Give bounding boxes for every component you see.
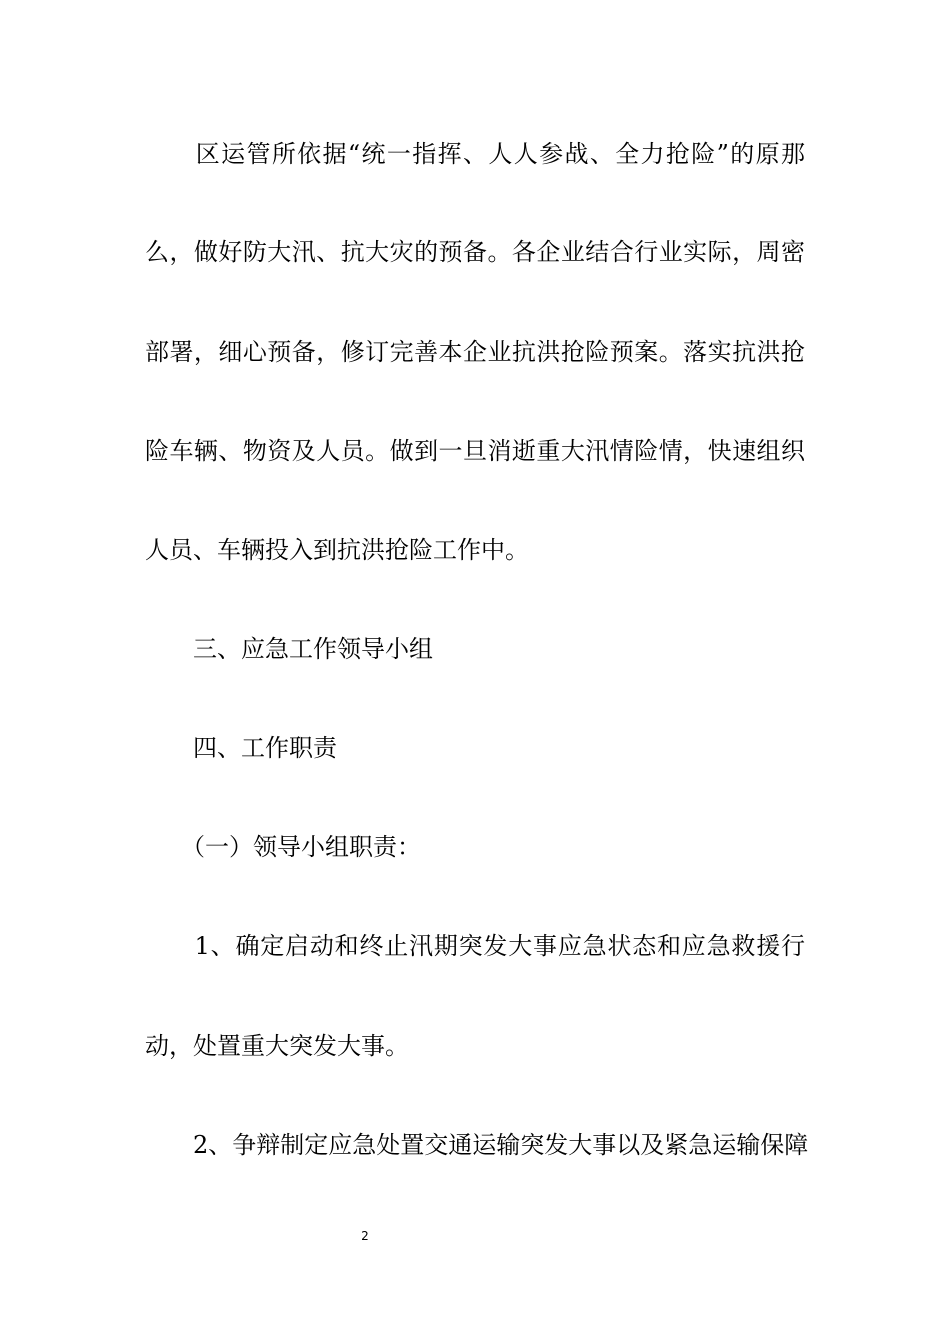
paragraph-line-2: 么，做好防大汛、抗大灾的预备。各企业结合行业实际，周密 xyxy=(145,238,805,266)
paragraph-line-5: 人员、车辆投入到抗洪抢险工作中。 xyxy=(145,536,529,564)
paragraph-line-1: 区运管所依据“统一指挥、人人参战、全力抢险”的原那 xyxy=(145,140,805,168)
section-heading-4: 四、工作职责 xyxy=(145,734,337,762)
list-item-1-line-1: 1、确定启动和终止汛期突发大事应急状态和应急救援行 xyxy=(145,932,805,960)
page-number: 2 xyxy=(361,1229,369,1243)
paragraph-line-3: 部署，细心预备，修订完善本企业抗洪抢险预案。落实抗洪抢 xyxy=(145,338,805,366)
list-item-1-line-2: 动，处置重大突发大事。 xyxy=(145,1032,409,1060)
paragraph-line-4: 险车辆、物资及人员。做到一旦消逝重大汛情险情，快速组织 xyxy=(145,437,805,465)
list-item-2-line-1: 2、争辩制定应急处置交通运输突发大事以及紧急运输保障 xyxy=(145,1131,809,1159)
subsection-heading-1: （一）领导小组职责： xyxy=(145,833,421,861)
section-heading-3: 三、应急工作领导小组 xyxy=(145,635,433,663)
